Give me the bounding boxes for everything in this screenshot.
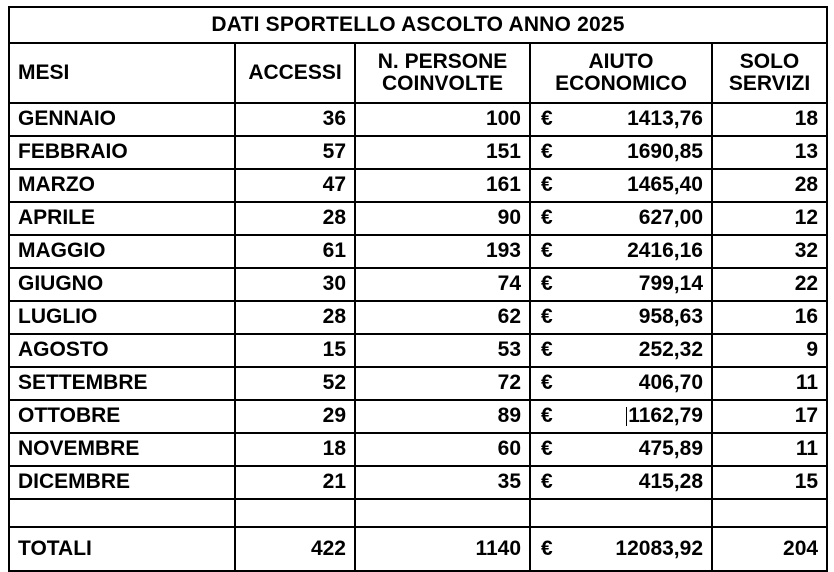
cell-mese: SETTEMBRE — [9, 367, 235, 400]
cell-aiuto-economico — [530, 334, 712, 367]
cell-solo-servizi: 9 — [712, 334, 827, 367]
euro-symbol: € — [541, 470, 553, 494]
euro-symbol: € — [541, 272, 553, 296]
euro-symbol: € — [541, 173, 553, 197]
cell-mese: MAGGIO — [9, 235, 235, 268]
totals-accessi: 422 — [235, 527, 355, 571]
column-header-persone-line1: N. PERSONE — [377, 49, 508, 73]
cell-persone: 89 — [355, 400, 530, 433]
cell-mese: AGOSTO — [9, 334, 235, 367]
cell-aiuto-economico — [530, 433, 712, 466]
column-header-aiuto-line1: AIUTO — [588, 49, 654, 73]
column-header-aiuto-economico — [530, 43, 712, 103]
euro-symbol: € — [541, 239, 553, 263]
cell-persone: 53 — [355, 334, 530, 367]
cell-solo-servizi: 32 — [712, 235, 827, 268]
spacer-cell-accessi — [235, 499, 355, 527]
column-header-aiuto-line2: ECONOMICO — [555, 72, 687, 95]
cell-aiuto-value: 252,32 — [638, 338, 703, 362]
cell-aiuto-economico — [530, 268, 712, 301]
table-row — [9, 136, 827, 169]
cell-persone: 35 — [355, 466, 530, 499]
cell-aiuto-economico — [530, 169, 712, 202]
totals-aiuto-value: 12083,92 — [615, 536, 703, 560]
cell-aiuto-economico — [530, 367, 712, 400]
cell-accessi: 18 — [235, 433, 355, 466]
table-row — [9, 103, 827, 136]
cell-persone: 161 — [355, 169, 530, 202]
column-header-servizi-line1: SOLO — [739, 49, 800, 73]
cell-aiuto-value: 406,70 — [638, 371, 703, 395]
column-header-accessi-line1: ACCESSI — [248, 60, 342, 84]
euro-symbol: € — [541, 371, 553, 395]
cell-accessi: 47 — [235, 169, 355, 202]
data-table — [8, 6, 828, 572]
cell-aiuto-value: 1413,76 — [627, 107, 703, 131]
cell-persone: 74 — [355, 268, 530, 301]
table-row — [9, 202, 827, 235]
cell-mese: NOVEMBRE — [9, 433, 235, 466]
cell-persone: 72 — [355, 367, 530, 400]
cell-solo-servizi: 17 — [712, 400, 827, 433]
cell-persone: 100 — [355, 103, 530, 136]
table-title-row — [9, 7, 827, 43]
cell-persone: 90 — [355, 202, 530, 235]
cell-solo-servizi: 16 — [712, 301, 827, 334]
column-header-persone-line2: COINVOLTE — [382, 72, 503, 95]
cell-aiuto-value: 958,63 — [638, 305, 703, 329]
table-row — [9, 301, 827, 334]
cell-persone: 193 — [355, 235, 530, 268]
cell-accessi: 36 — [235, 103, 355, 136]
cell-accessi: 15 — [235, 334, 355, 367]
cell-accessi: 28 — [235, 202, 355, 235]
cell-aiuto-value: 1690,85 — [627, 140, 703, 164]
cell-persone: 151 — [355, 136, 530, 169]
euro-symbol: € — [541, 107, 553, 131]
cell-accessi: 61 — [235, 235, 355, 268]
totals-persone: 1140 — [355, 527, 530, 571]
cell-solo-servizi: 28 — [712, 169, 827, 202]
euro-symbol: € — [541, 536, 553, 560]
cell-mese: OTTOBRE — [9, 400, 235, 433]
cell-aiuto-value: 627,00 — [638, 206, 703, 230]
cell-solo-servizi: 18 — [712, 103, 827, 136]
cell-aiuto-economico — [530, 103, 712, 136]
cell-mese: GENNAIO — [9, 103, 235, 136]
cell-aiuto-economico — [530, 466, 712, 499]
table-row — [9, 169, 827, 202]
table-row — [9, 433, 827, 466]
euro-symbol: € — [541, 437, 553, 461]
table-row — [9, 400, 827, 433]
column-header-servizi-line2: SERVIZI — [728, 72, 811, 95]
totals-label: TOTALI — [9, 527, 235, 571]
cell-aiuto-economico — [530, 202, 712, 235]
cell-accessi: 28 — [235, 301, 355, 334]
cell-accessi: 52 — [235, 367, 355, 400]
spreadsheet-sheet — [8, 6, 826, 560]
spacer-cell-persone — [355, 499, 530, 527]
cell-aiuto-value: 1162,79 — [628, 404, 703, 428]
cell-solo-servizi: 13 — [712, 136, 827, 169]
column-header-mesi — [9, 43, 235, 103]
cell-accessi: 57 — [235, 136, 355, 169]
column-header-persone-coinvolte — [355, 43, 530, 103]
cell-aiuto-economico — [530, 301, 712, 334]
column-header-solo-servizi — [712, 43, 827, 103]
cell-aiuto-value: 415,28 — [638, 470, 703, 494]
euro-symbol: € — [541, 305, 553, 329]
totals-solo-servizi: 204 — [712, 527, 827, 571]
cell-accessi: 30 — [235, 268, 355, 301]
cell-solo-servizi: 11 — [712, 433, 827, 466]
table-title: DATI SPORTELLO ASCOLTO ANNO 2025 — [9, 7, 827, 43]
cell-aiuto-economico — [530, 235, 712, 268]
euro-symbol: € — [541, 140, 553, 164]
cell-mese: DICEMBRE — [9, 466, 235, 499]
cell-aiuto-value: 475,89 — [638, 437, 703, 461]
cell-aiuto-value: 1465,40 — [627, 173, 703, 197]
cell-aiuto-economico — [530, 400, 712, 433]
cell-mese: MARZO — [9, 169, 235, 202]
cell-mese: GIUGNO — [9, 268, 235, 301]
column-header-mesi-line1: MESI — [18, 60, 70, 84]
table-row — [9, 367, 827, 400]
cell-aiuto-value: 2416,16 — [627, 239, 703, 263]
cell-accessi: 21 — [235, 466, 355, 499]
cell-solo-servizi: 22 — [712, 268, 827, 301]
cell-solo-servizi: 12 — [712, 202, 827, 235]
cell-mese: APRILE — [9, 202, 235, 235]
euro-symbol: € — [541, 404, 553, 428]
cell-persone: 60 — [355, 433, 530, 466]
table-header-row — [9, 43, 827, 103]
table-row — [9, 235, 827, 268]
spacer-cell-servizi — [712, 499, 827, 527]
cell-aiuto-value: 799,14 — [638, 272, 703, 296]
table-row — [9, 268, 827, 301]
cell-mese: FEBBRAIO — [9, 136, 235, 169]
cell-mese: LUGLIO — [9, 301, 235, 334]
cell-solo-servizi: 15 — [712, 466, 827, 499]
cell-persone: 62 — [355, 301, 530, 334]
cell-aiuto-economico — [530, 136, 712, 169]
cell-accessi: 29 — [235, 400, 355, 433]
column-header-accessi — [235, 43, 355, 103]
spacer-row — [9, 499, 827, 527]
totals-aiuto-economico — [530, 527, 712, 571]
spacer-cell-mesi — [9, 499, 235, 527]
table-row — [9, 334, 827, 367]
spacer-cell-aiuto — [530, 499, 712, 527]
totals-row — [9, 527, 827, 571]
euro-symbol: € — [541, 206, 553, 230]
euro-symbol: € — [541, 338, 553, 362]
table-row — [9, 466, 827, 499]
cell-solo-servizi: 11 — [712, 367, 827, 400]
